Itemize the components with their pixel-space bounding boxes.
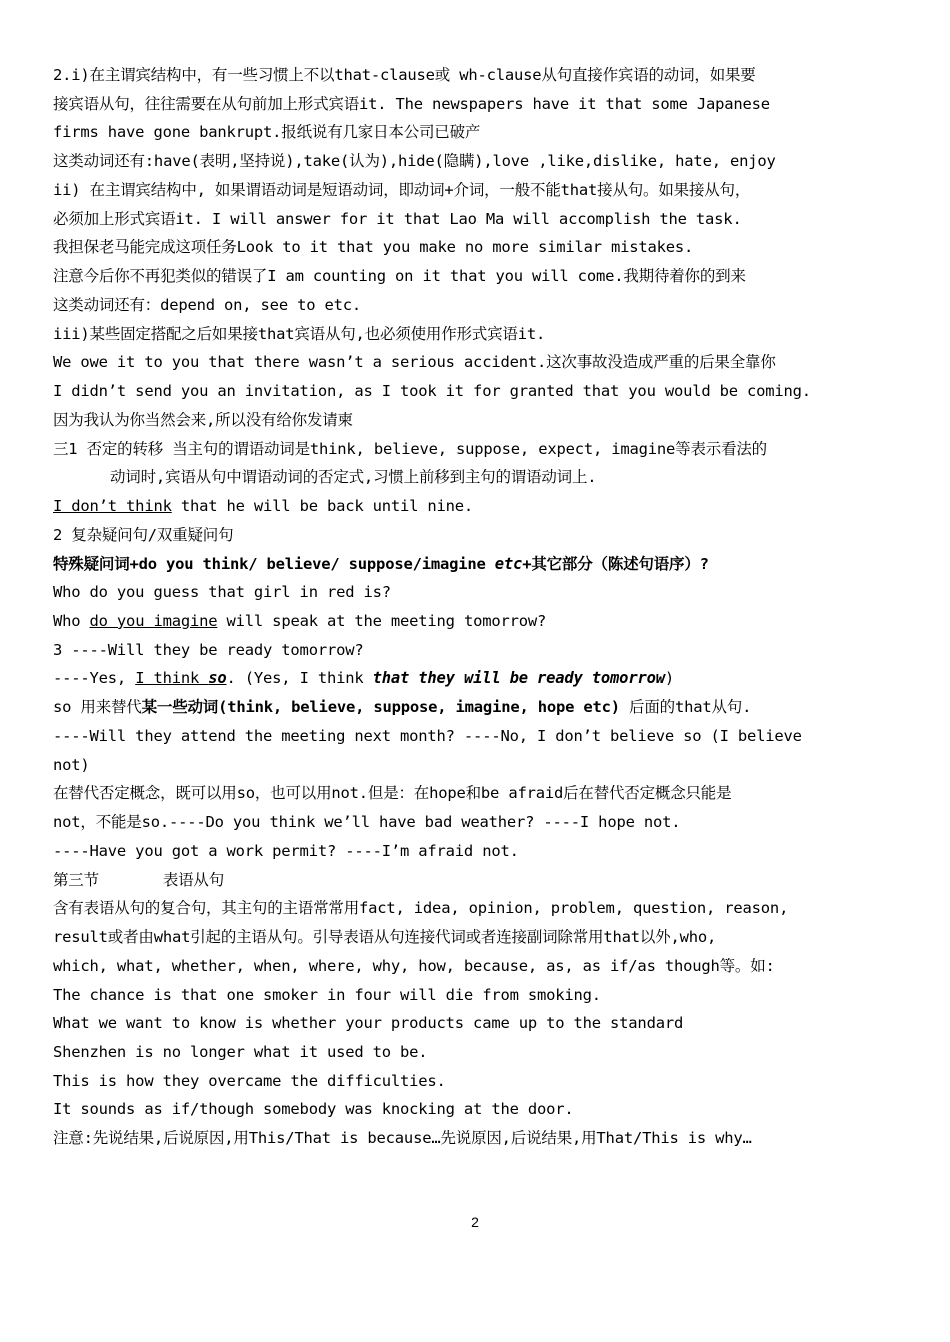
text-line: firms have gone bankrupt.报纸说有几家日本公司已破产	[53, 123, 481, 141]
example-line	[53, 496, 913, 516]
italic-span: etc	[494, 555, 523, 573]
text-line: ii) 在主谓宾结构中, 如果谓语动词是短语动词，即动词+介词，一般不能that接从句。如果接从句，	[53, 181, 751, 199]
underlined-phrase: I don’t think	[53, 497, 172, 515]
bold-italic-span: that they will be ready tomorrow	[372, 669, 665, 687]
text-line: 三1 否定的转移 当主句的谓语动词是think, believe, suppose, expect, imagine等表示看法的	[53, 440, 767, 458]
text-line: 因为我认为你当然会来,所以没有给你发请柬	[53, 411, 353, 429]
text-span: 后面的that从句.	[619, 698, 752, 716]
text-span: will speak at the meeting tomorrow?	[217, 612, 547, 630]
text-line: Shenzhen is no longer what it used to be.	[53, 1043, 428, 1061]
rule-line	[53, 554, 913, 574]
text-line: 动词时,宾语从句中谓语动词的否定式,习惯上前移到主句的谓语动词上.	[110, 468, 597, 486]
text-span: 特殊疑问词+do you think/ believe/ suppose/imagine	[53, 555, 495, 573]
text-line: 注意今后你不再犯类似的错误了I am counting on it that you will come.我期待着你的到来	[53, 267, 746, 285]
text-line: 我担保老马能完成这项任务Look to it that you make no more similar mistakes.	[53, 238, 694, 256]
text-line: 3 ----Will they be ready tomorrow?	[53, 641, 364, 659]
text-line: 这类动词还有:have(表明,坚持说),take(认为),hide(隐瞒),love ,like,dislike, hate, enjoy	[53, 152, 776, 170]
underlined-bold-italic: so	[208, 669, 227, 687]
text-line: 注意:先说结果,后说原因,用This/That is because…先说原因,后说结果,用That/This is why…	[53, 1129, 752, 1147]
text-line: 这类动词还有：depend on, see to etc.	[53, 296, 361, 314]
underlined-phrase: do you imagine	[89, 612, 218, 630]
text-line: ----Have you got a work permit? ----I’m afraid not.	[53, 842, 519, 860]
text-line: 含有表语从句的复合句，其主句的主语常常用fact, idea, opinion, problem, question, reason,	[53, 899, 789, 917]
section-heading: 第三节 表语从句	[53, 871, 225, 889]
example-line	[53, 697, 913, 717]
text-line: which, what, whether, when, where, why, how, because, as, as if/as though等。如:	[53, 957, 775, 975]
text-span: +其它部分（陈述句语序）?	[522, 555, 709, 573]
text-line: I didn’t send you an invitation, as I took it for granted that you would be coming.	[53, 382, 811, 400]
text-line: We owe it to you that there wasn’t a serious accident.这次事故没造成严重的后果全靠你	[53, 353, 776, 371]
text-line: 接宾语从句，往往需要在从句前加上形式宾语it. The newspapers have it that some Japanese	[53, 95, 770, 113]
text-line: 必须加上形式宾语it. I will answer for it that Lao Ma will accomplish the task.	[53, 210, 742, 228]
text-span: so 用来替代	[53, 698, 142, 716]
page-number: 2	[471, 1214, 479, 1230]
text-line: 在替代否定概念，既可以用so，也可以用not.但是：在hope和be afraid后在替代否定概念只能是	[53, 784, 732, 802]
text-line: 2.i)在主谓宾结构中，有一些习惯上不以that-clause或 wh-clause从句直接作宾语的动词，如果要	[53, 66, 756, 84]
text-line: result或者由what引起的主语从句。引导表语从句连接代词或者连接副词除常用that以外,who,	[53, 928, 717, 946]
text-span: that he will be back until nine.	[171, 497, 474, 515]
example-line	[53, 611, 913, 631]
underlined-phrase: I think	[135, 669, 209, 687]
text-line: This is how they overcame the difficulties.	[53, 1072, 446, 1090]
text-span: . (Yes, I think	[226, 669, 373, 687]
text-line: It sounds as if/though somebody was knocking at the door.	[53, 1100, 574, 1118]
text-span: ----Yes,	[53, 669, 136, 687]
text-line: Who do you guess that girl in red is?	[53, 583, 391, 601]
text-line: iii)某些固定搭配之后如果接that宾语从句,也必须使用作形式宾语it.	[53, 325, 546, 343]
text-span: Who	[53, 612, 90, 630]
text-line: What we want to know is whether your products came up to the standard	[53, 1014, 684, 1032]
section-heading: 2 复杂疑问句/双重疑问句	[53, 526, 234, 544]
text-span: )	[664, 669, 674, 687]
text-line: not)	[53, 756, 90, 774]
text-line: not，不能是so.----Do you think we’ll have bad weather? ----I hope not.	[53, 813, 681, 831]
example-line	[53, 668, 913, 688]
text-line: ----Will they attend the meeting next month? ----No, I don’t believe so (I believe	[53, 727, 802, 745]
bold-span: 某一些动词(think, believe, suppose, imagine, hope etc)	[141, 698, 620, 716]
text-line: The chance is that one smoker in four will die from smoking.	[53, 986, 601, 1004]
